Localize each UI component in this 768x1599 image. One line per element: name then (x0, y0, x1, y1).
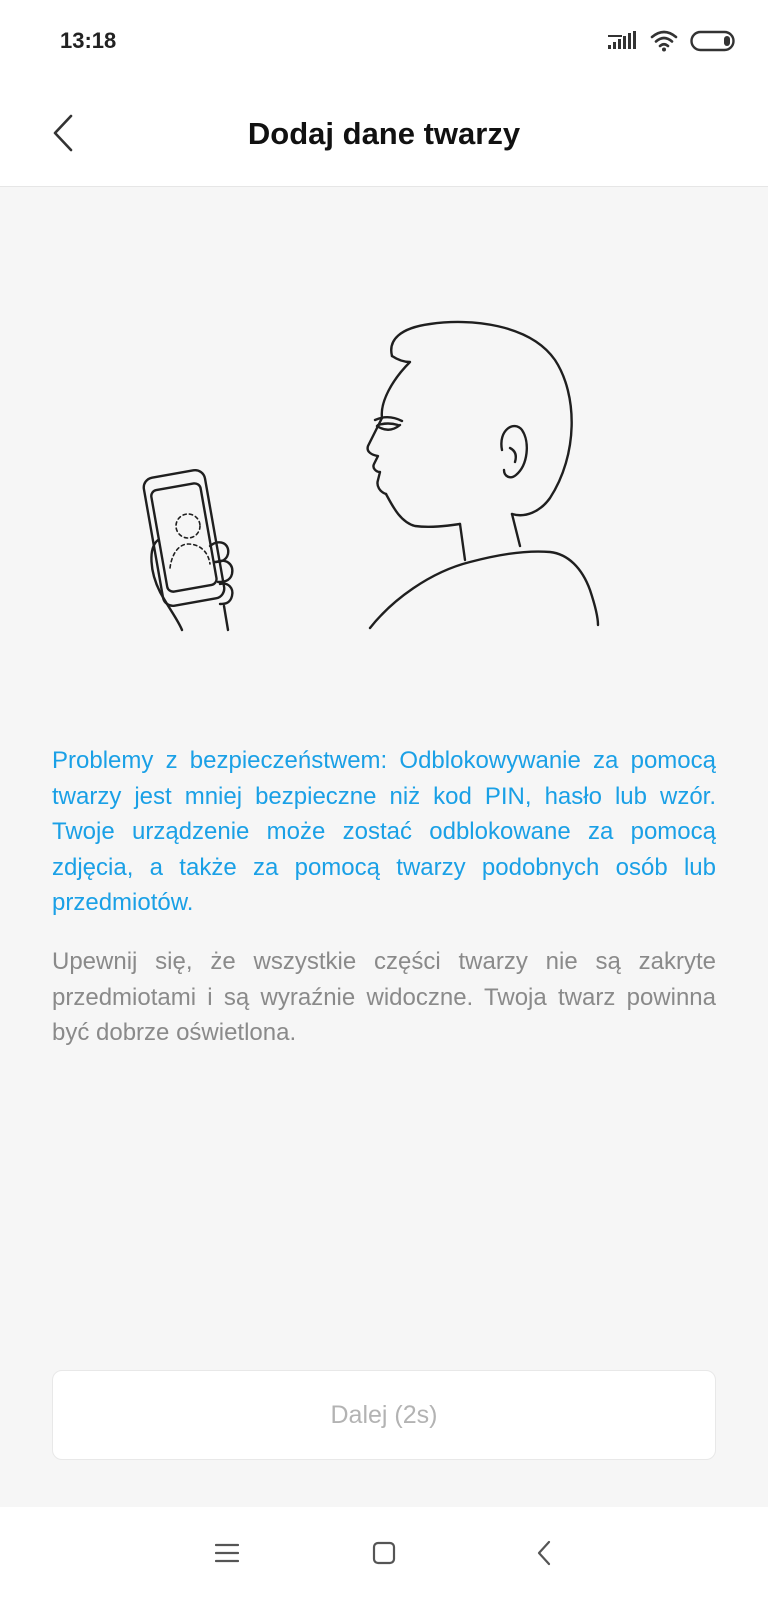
face-scan-illustration (130, 300, 630, 650)
status-bar (0, 0, 768, 80)
wifi-icon (650, 30, 678, 52)
battery-icon (690, 30, 738, 52)
app-header (0, 80, 768, 187)
nav-back-button[interactable] (524, 1533, 564, 1573)
recent-apps-button[interactable] (207, 1533, 247, 1573)
menu-icon (215, 1543, 239, 1563)
home-icon (372, 1541, 396, 1565)
instructions-text: Upewnij się, że wszystkie części twarzy nie są zakryte przedmiotami i są wyraźnie widoczne. Twoja twarz powinna być dobrze oświetlona. (52, 948, 716, 1046)
next-button[interactable]: Dalej (2s) (52, 1370, 716, 1460)
security-warning-text: Problemy z bezpieczeństwem: Odblokowywanie za pomocą twarzy jest mniej bezpieczne niż kod PIN, hasło lub wzór. Twoje urządzenie może zostać odblokowane za pomocą zdjęcia, a także za pomocą twarzy podobnych osób lub przedmiotów. (52, 747, 716, 916)
back-icon (536, 1540, 552, 1566)
signal-icon (608, 31, 638, 51)
status-time: 13:18 (60, 28, 117, 53)
status-icons (608, 28, 738, 54)
home-button[interactable] (364, 1533, 404, 1573)
navigation-bar (0, 1507, 768, 1599)
page-title: Dodaj dane twarzy (247, 116, 521, 151)
